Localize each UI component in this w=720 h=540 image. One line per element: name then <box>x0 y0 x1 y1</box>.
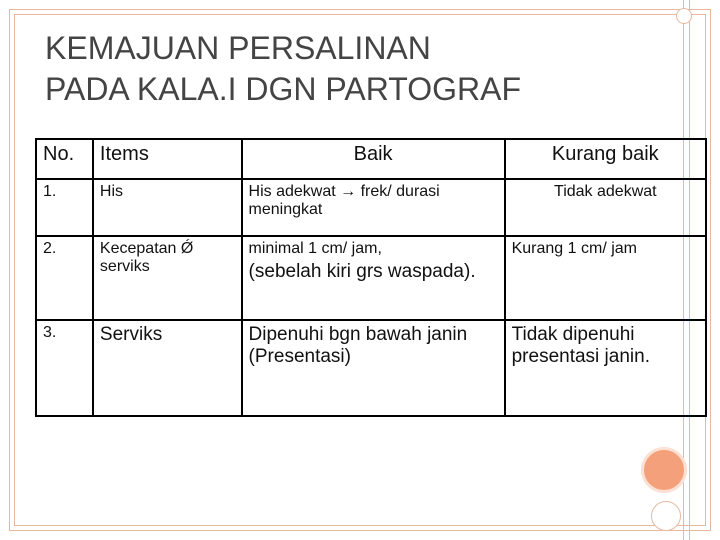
cell-kurang-baik: Tidak dipenuhi presentasi janin. <box>505 320 706 416</box>
cell-item: Serviks <box>93 320 242 416</box>
cell-no: 2. <box>36 236 93 320</box>
slide-title-line2: PADA KALA.I DGN PARTOGRAF <box>45 71 521 107</box>
cell-baik-line1: minimal 1 cm/ jam, <box>248 240 382 257</box>
partograf-table <box>35 138 707 417</box>
cell-item: Kecepatan Ǿ serviks <box>93 236 242 320</box>
table-row <box>36 320 706 416</box>
cell-baik: Dipenuhi bgn bawah janin (Presentasi) <box>242 320 505 416</box>
table-row <box>36 179 706 236</box>
decor-circle-top <box>676 8 692 24</box>
decor-circle-accent <box>641 447 687 493</box>
header-no: No. <box>36 139 93 179</box>
header-items: Items <box>93 139 242 179</box>
slide-title <box>45 28 521 110</box>
cell-baik: His adekwat → frek/ durasi meningkat <box>242 179 505 236</box>
cell-baik <box>242 236 505 320</box>
decor-circle-bottom <box>651 501 681 531</box>
header-kurang-baik: Kurang baik <box>505 139 706 179</box>
slide-title-line1: KEMAJUAN PERSALINAN <box>45 30 431 66</box>
cell-no: 1. <box>36 179 93 236</box>
cell-baik-line2: (sebelah kiri grs waspada). <box>248 261 476 282</box>
table-row <box>36 236 706 320</box>
cell-item: His <box>93 179 242 236</box>
cell-kurang-baik: Kurang 1 cm/ jam <box>505 236 706 320</box>
header-baik: Baik <box>242 139 505 179</box>
cell-kurang-baik: Tidak adekwat <box>505 179 706 236</box>
cell-no: 3. <box>36 320 93 416</box>
table-header-row <box>36 139 706 179</box>
